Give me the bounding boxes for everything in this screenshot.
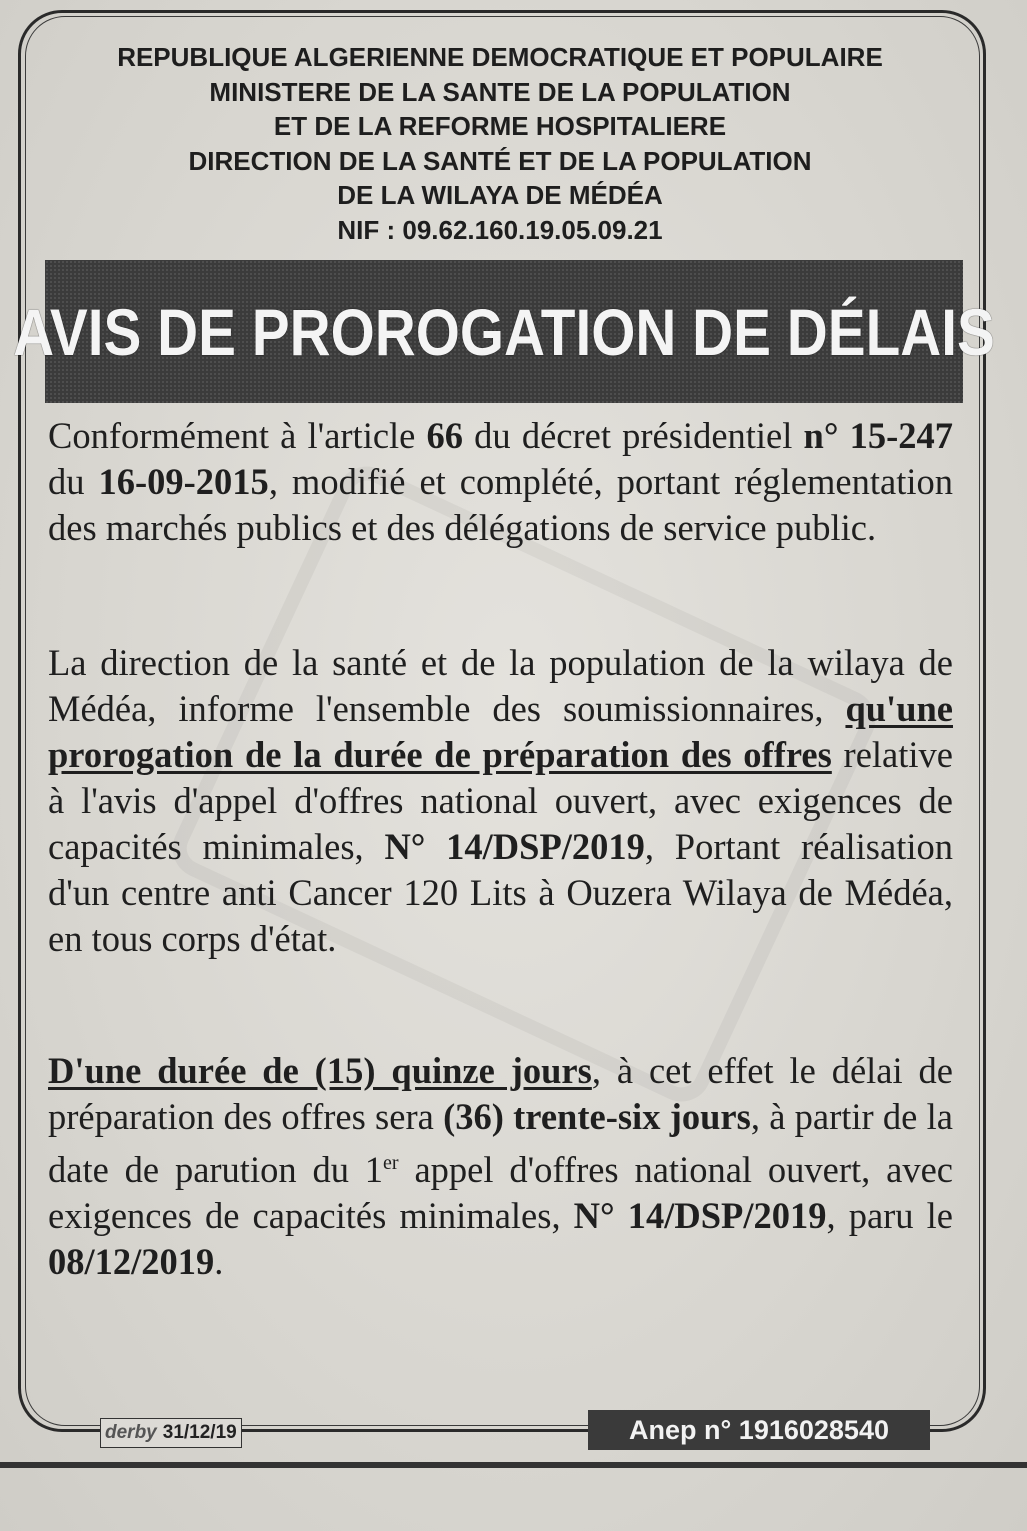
page-divider: [0, 1462, 1027, 1468]
header-line: ET DE LA REFORME HOSPITALIERE: [273, 111, 727, 141]
paragraph-announcement: [48, 640, 953, 962]
newspaper-stamp: [100, 1418, 242, 1448]
issuer-header: [40, 40, 960, 247]
text-run: .: [214, 1241, 224, 1283]
title-banner: [13, 260, 995, 403]
issue-date: 31/12/19: [162, 1422, 237, 1443]
text-run: , à partir de la date de parution du 1: [48, 1096, 953, 1191]
header-line: REPUBLIQUE ALGERIENNE DEMOCRATIQUE ET POPULAIRE: [117, 42, 883, 72]
text-run: du décret présidentiel: [463, 415, 804, 456]
decree-number: n° 15-247: [803, 415, 953, 456]
prorogation-statement: qu'une prorogation de la durée de préparation des offres: [48, 688, 953, 775]
decree-date: 16-09-2015: [98, 461, 269, 502]
tender-reference: N° 14/DSP/2019: [573, 1195, 827, 1237]
text-run: La direction de la santé et de la population de la wilaya de Médéa, informe l'ensemble des soumissionnaires,: [48, 642, 953, 729]
newspaper-logo: derby: [105, 1422, 157, 1443]
text-run: appel d'offres national ouvert, avec exigences de capacités minimales,: [48, 1149, 953, 1237]
text-run: , paru le: [826, 1195, 953, 1237]
ordinal-superscript: er: [383, 1152, 399, 1174]
header-line: DE LA WILAYA DE MÉDÉA: [337, 180, 663, 210]
tender-reference: N° 14/DSP/2019: [384, 826, 645, 867]
publication-date: 08/12/2019: [48, 1241, 215, 1283]
notice-title: AVIS DE PROROGATION DE DÉLAIS: [13, 294, 995, 369]
text-run: , modifié et complété, portant réglementation des marchés publics et des délégations de service public.: [48, 461, 953, 548]
header-line: MINISTERE DE LA SANTE DE LA POPULATION: [209, 76, 791, 107]
article-number: 66: [426, 415, 464, 456]
anep-reference: Anep n° 1916028540: [588, 1410, 930, 1450]
header-line: DIRECTION DE LA SANTÉ ET DE LA POPULATION: [188, 145, 812, 176]
extension-duration: D'une durée de (15) quinze jours: [48, 1050, 592, 1091]
text-run: relative à l'avis d'appel d'offres national ouvert, avec exigences de capacités minimales,: [48, 734, 953, 867]
header-line-nif: NIF : 09.62.160.19.05.09.21: [337, 214, 663, 245]
text-run: , à cet effet le délai de préparation des offres sera: [48, 1050, 953, 1137]
text-run: , Portant réalisation d'un centre anti Cancer 120 Lits à Ouzera Wilaya de Médéa, en tous corps d'état.: [48, 826, 953, 959]
text-run: Conformément à l'article: [48, 415, 427, 456]
total-duration: (36) trente-six jours: [443, 1096, 751, 1137]
paragraph-legal-basis: [48, 413, 953, 551]
text-run: du: [48, 461, 99, 502]
paragraph-duration: [48, 1048, 953, 1285]
